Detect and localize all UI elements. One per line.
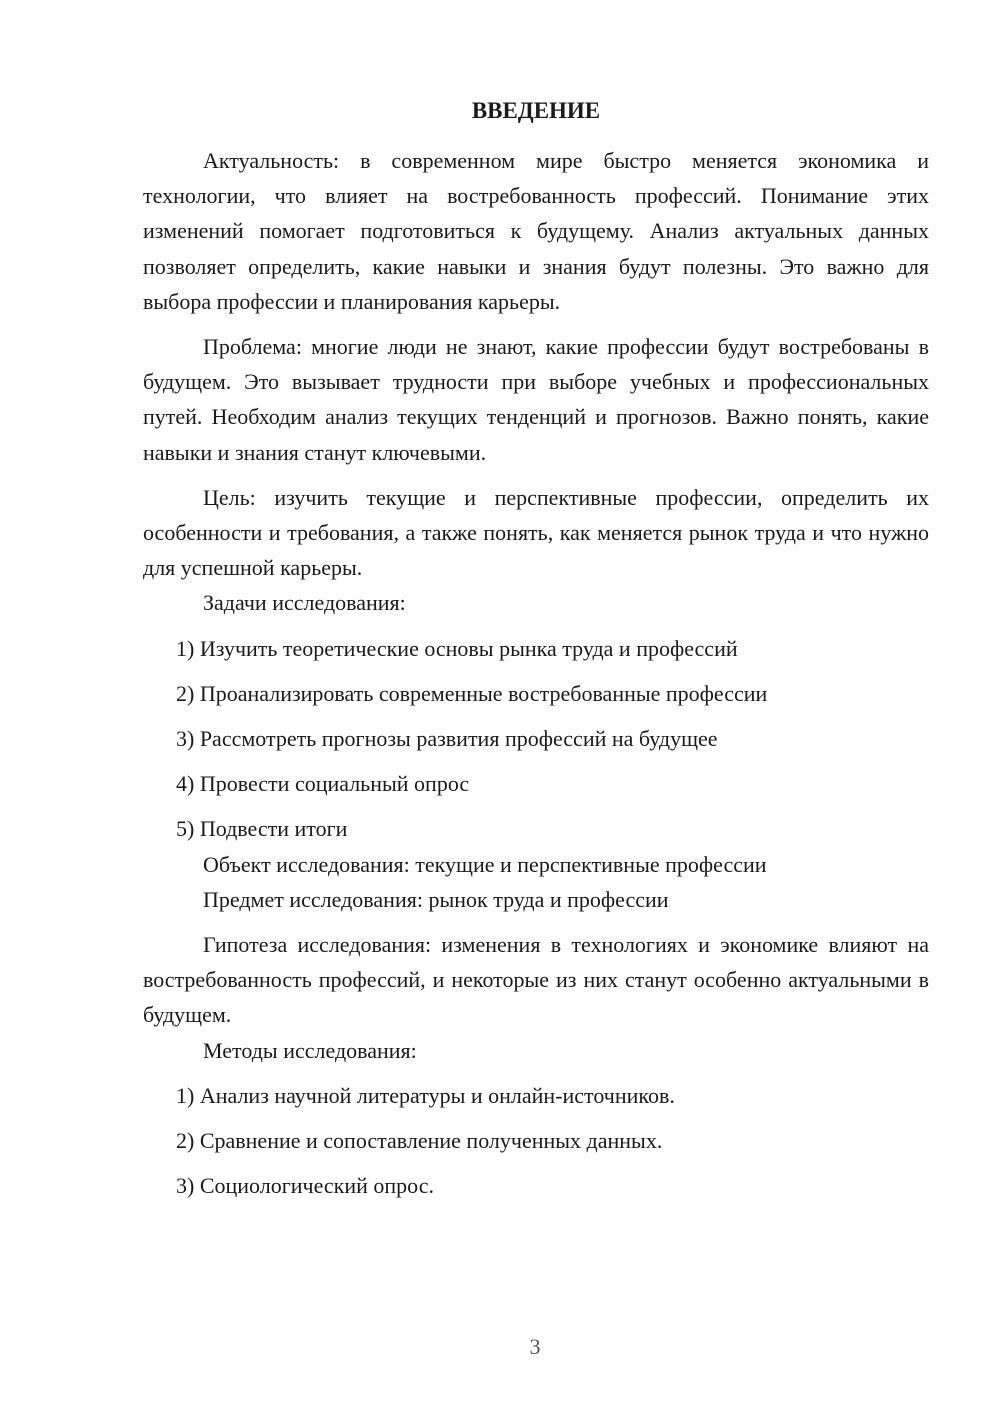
list-item: 2) Сравнение и сопоставление полученных данных. (176, 1128, 663, 1154)
list-item: 3) Рассмотреть прогнозы развития профессий на будущее (176, 726, 718, 752)
methods-heading: Методы исследования: (203, 1037, 417, 1063)
document-body (143, 143, 929, 1203)
list-item: 1) Анализ научной литературы и онлайн-источников. (176, 1082, 675, 1108)
tasks-heading: Задачи исследования: (203, 590, 406, 616)
research-object: Объект исследования: текущие и перспективные профессии (203, 851, 767, 877)
page-number: 3 (529, 1334, 541, 1359)
paragraph-relevance: Актуальность: в современном мире быстро меняется экономика и технологии, что влияет на востребованность профессий. Понимание этих изменений помогает подготовиться к будущему. Анализ актуальных данных позволяет определить, какие навыки и знания будут полезны. Это важно для выбора профессии и планирования карьеры. (143, 148, 929, 314)
page-title: ВВЕДЕНИЕ (471, 98, 601, 123)
paragraph-hypothesis: Гипотеза исследования: изменения в технологиях и экономике влияют на востребованность профессий, и некоторые из них станут особенно актуальными в будущем. (143, 932, 929, 1028)
list-item: 3) Социологический опрос. (176, 1173, 434, 1199)
list-item: 1) Изучить теоретические основы рынка труда и профессий (176, 635, 738, 661)
list-item: 5) Подвести итоги (176, 816, 348, 842)
methods-list (143, 1078, 929, 1204)
research-subject: Предмет исследования: рынок труда и профессии (203, 886, 669, 912)
tasks-list (143, 631, 929, 847)
paragraph-problem: Проблема: многие люди не знают, какие профессии будут востребованы в будущем. Это вызывает трудности при выборе учебных и профессиональных путей. Необходим анализ текущих тенденций и прогнозов. Важно понять, какие навыки и знания станут ключевыми. (143, 334, 929, 465)
paragraph-goal: Цель: изучить текущие и перспективные профессии, определить их особенности и требования, а также понять, как меняется рынок труда и что нужно для успешной карьеры. (143, 484, 929, 581)
list-item: 4) Провести социальный опрос (176, 771, 470, 797)
list-item: 2) Проанализировать современные востребованные профессии (176, 680, 768, 706)
